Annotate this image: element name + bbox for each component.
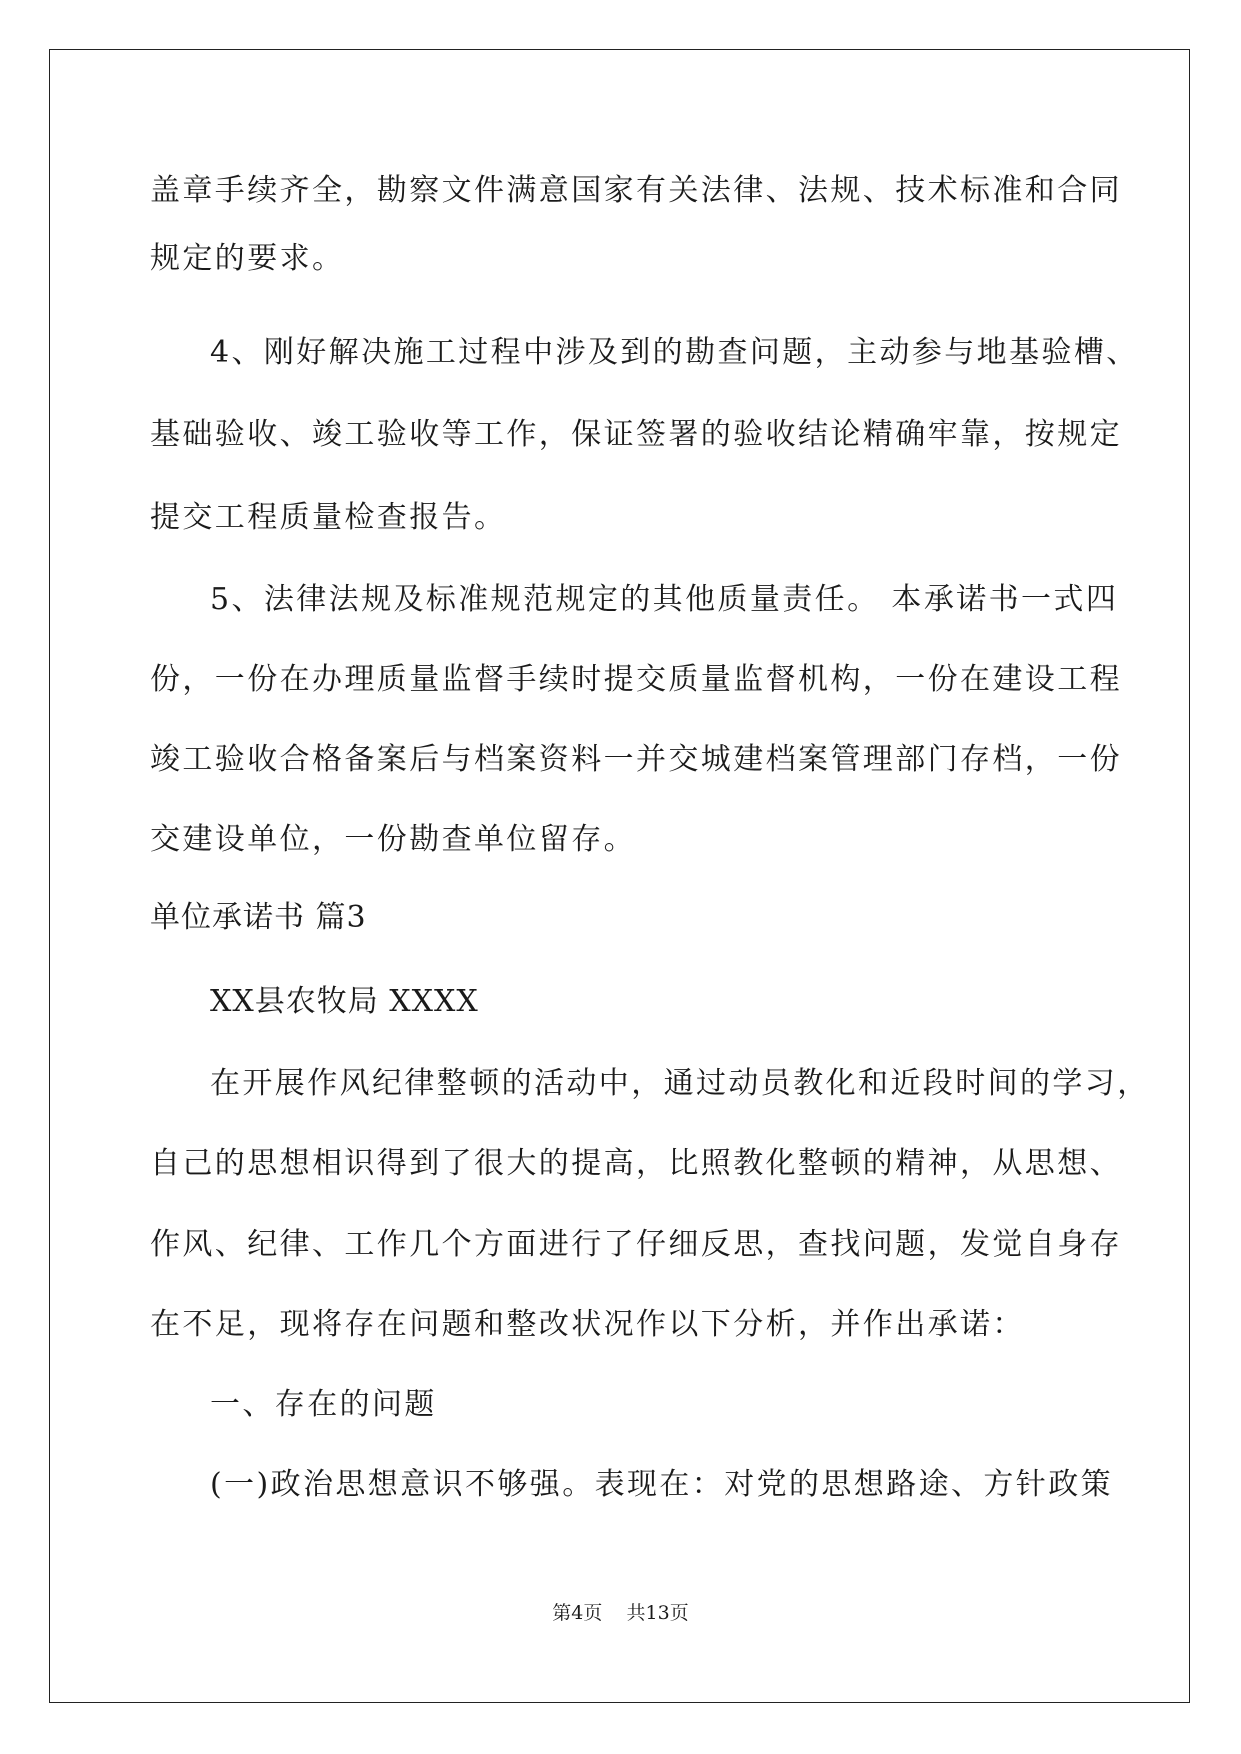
subsection-heading: 一、存在的问题 (210, 1387, 437, 1422)
paragraph-line: 自己的思想相识得到了很大的提高，比照教化整顿的精神，从思想、 (150, 1146, 1122, 1181)
section-heading: 单位承诺书 篇3 (150, 900, 367, 935)
paragraph-line: 作风、纪律、工作几个方面进行了仔细反思，查找问题，发觉自身存 (150, 1227, 1122, 1262)
paragraph-line: 提交工程质量检查报告。 (150, 500, 507, 535)
paragraph-line: (一)政治思想意识不够强。表现在：对党的思想路途、方针政策 (210, 1467, 1114, 1502)
paragraph-line: 5、法律法规及标准规范规定的其他质量责任。 本承诺书一式四 (210, 582, 1119, 617)
paragraph-line: 竣工验收合格备案后与档案资料一并交城建档案管理部门存档，一份 (150, 742, 1122, 777)
page-border (49, 49, 1190, 1703)
page-number: 第4页 共13页 (552, 1602, 689, 1624)
paragraph-line: 份，一份在办理质量监督手续时提交质量监督机构，一份在建设工程 (150, 662, 1122, 697)
paragraph-line: 交建设单位，一份勘查单位留存。 (150, 822, 636, 857)
paragraph-line: 规定的要求。 (150, 241, 345, 276)
paragraph-line: 盖章手续齐全，勘察文件满意国家有关法律、法规、技术标准和合同 (150, 173, 1122, 208)
paragraph-line: 4、刚好解决施工过程中涉及到的勘查问题，主动参与地基验槽、 (210, 335, 1139, 370)
paragraph-line: 基础验收、竣工验收等工作，保证签署的验收结论精确牢靠，按规定 (150, 417, 1122, 452)
paragraph-line: 在不足，现将存在问题和整改状况作以下分析，并作出承诺： (150, 1307, 1025, 1342)
addressee-line: XX县农牧局 XXXX (210, 984, 479, 1019)
paragraph-line: 在开展作风纪律整顿的活动中，通过动员教化和近段时间的学习， (210, 1066, 1150, 1101)
